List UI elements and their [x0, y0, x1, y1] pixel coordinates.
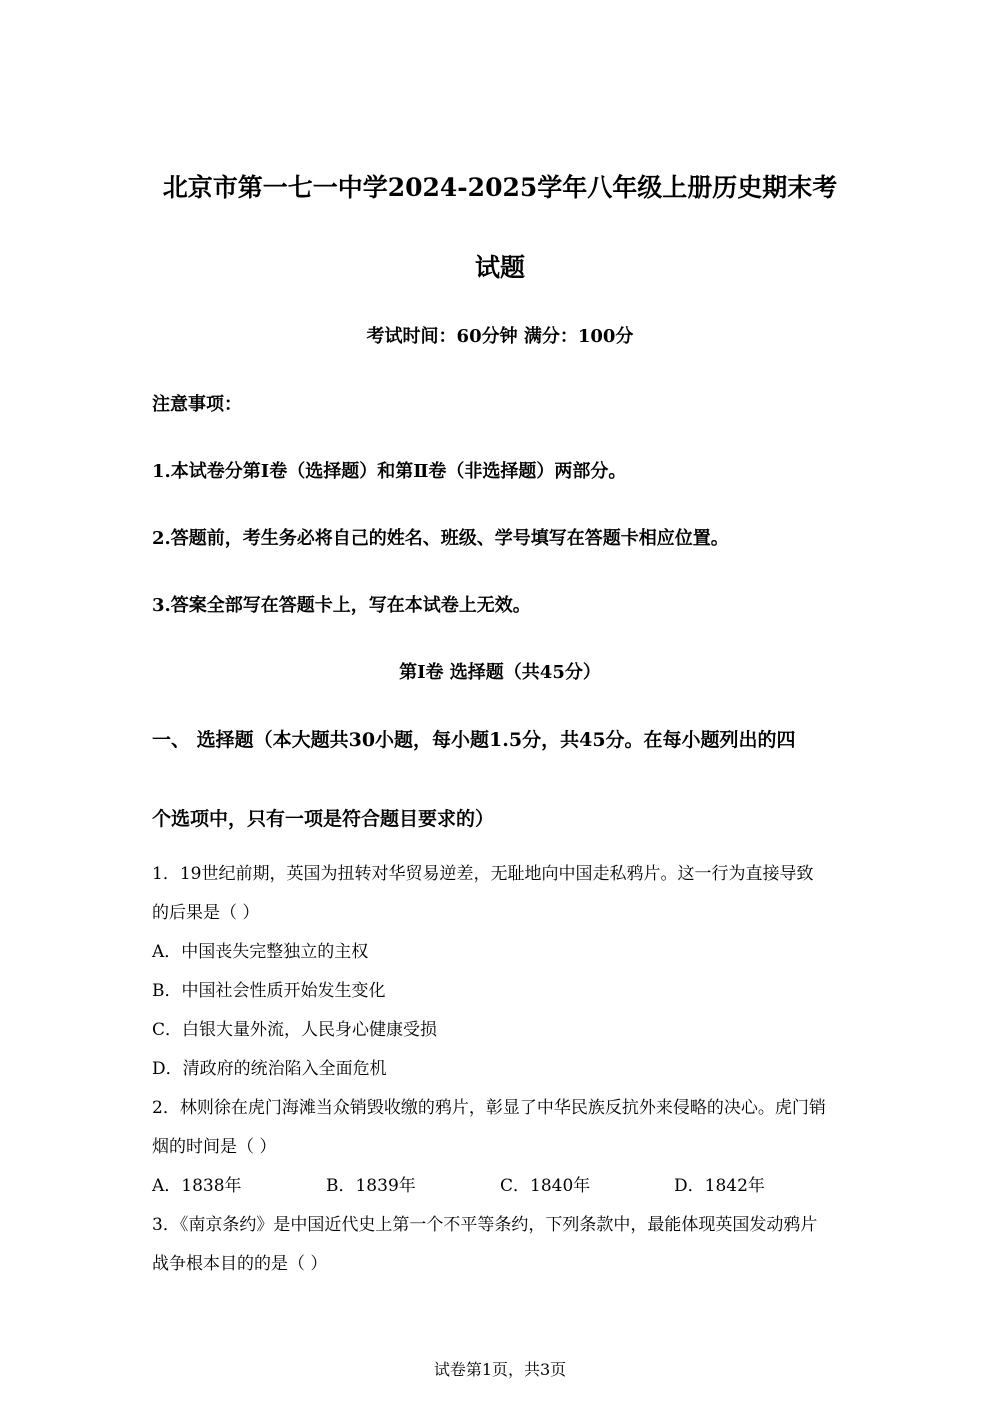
section-heading-line1: 一、 选择题（本大题共30小题，每小题1.5分，共45分。在每小题列出的四	[152, 729, 796, 751]
question-1-stem-line2: 的后果是（ ）	[152, 903, 260, 923]
exam-title-line1: 北京市第一七一中学2024-2025学年八年级上册历史期末考	[162, 173, 838, 202]
note-item-2: 2.答题前，考生务必将自己的姓名、班级、学号填写在答题卡相应位置。	[152, 528, 729, 549]
exam-title-line2: 试题	[474, 253, 525, 282]
note-item-1: 1.本试卷分第Ⅰ卷（选择题）和第Ⅱ卷（非选择题）两部分。	[152, 461, 627, 482]
question-3-stem-line2: 战争根本目的的是（ ）	[152, 1254, 328, 1274]
section-heading-line2: 个选项中，只有一项是符合题目要求的）	[152, 808, 495, 830]
question-1-option-b: B．中国社会性质开始发生变化	[152, 981, 386, 1001]
note-item-3: 3.答案全部写在答题卡上，写在本试卷上无效。	[152, 595, 531, 616]
question-2-stem-line2: 烟的时间是（ ）	[152, 1137, 277, 1157]
question-1-option-a: A．中国丧失完整独立的主权	[152, 942, 369, 962]
part-title: 第Ⅰ卷 选择题（共45分）	[399, 662, 601, 683]
exam-info: 考试时间：60分钟 满分：100分	[366, 326, 634, 347]
question-2-option-a: A．1838年	[152, 1176, 242, 1196]
question-2-option-b: B．1839年	[326, 1176, 416, 1196]
notes-heading: 注意事项：	[152, 394, 242, 415]
question-2-option-d: D．1842年	[674, 1176, 765, 1196]
question-1-option-d: D．清政府的统治陷入全面危机	[152, 1059, 387, 1079]
question-2-option-c: C．1840年	[500, 1176, 591, 1196]
question-3-stem-line1: 3．《南京条约》是中国近代史上第一个不平等条约，下列条款中，最能体现英国发动鸦片	[152, 1215, 818, 1235]
question-1-option-c: C．白银大量外流，人民身心健康受损	[152, 1020, 438, 1040]
page-footer: 试卷第1页，共3页	[433, 1360, 567, 1379]
question-1-stem-line1: 1．19世纪前期，英国为扭转对华贸易逆差，无耻地向中国走私鸦片。这一行为直接导致	[152, 864, 814, 884]
question-2-stem-line1: 2．林则徐在虎门海滩当众销毁收缴的鸦片，彰显了中华民族反抗外来侵略的决心。虎门销	[152, 1098, 826, 1118]
